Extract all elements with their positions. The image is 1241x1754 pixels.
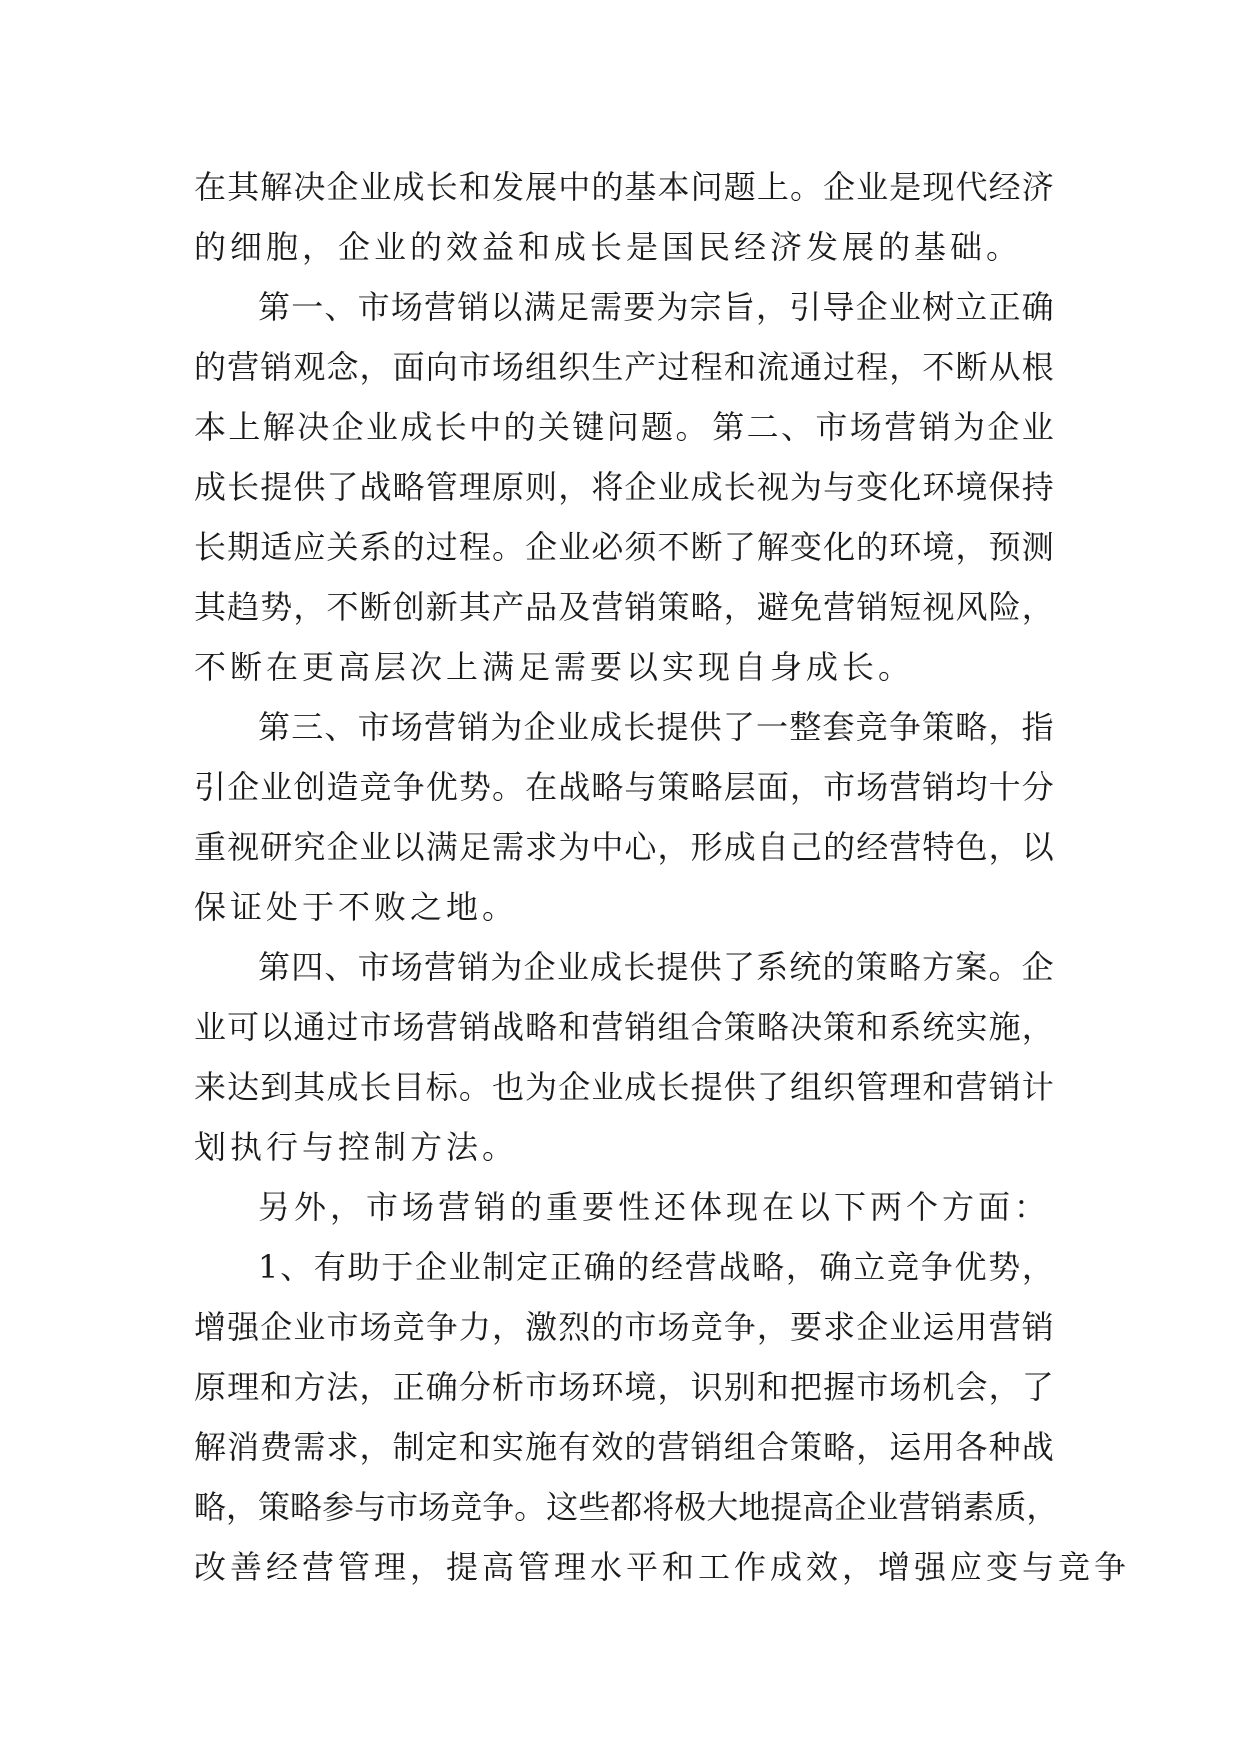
text-line: 的 营 销 观 念 ， 面 向 市 场 组 织 生 产 过 程 和 流 通 过 程 ， 不 断 从 根 [194, 348, 1054, 386]
text-line: 的细胞，企业的效益和成长是国民经济发展的基础。 [194, 228, 1023, 266]
text-line: 重 视 研 究 企 业 以 满 足 需 求 为 中 心 ， 形 成 自 己 的 经 营 特 色 ， 以 [194, 828, 1054, 866]
text-line: 改善经营管理，提高管理水平和工作成效，增强应变与竞争 [194, 1548, 1131, 1586]
text-line: 业 可 以 通 过 市 场 营 销 战 略 和 营 销 组 合 策 略 决 策 和 系 统 实 施 ， [194, 1008, 1054, 1046]
text-line: 长 期 适 应 关 系 的 过 程 。 企 业 必 须 不 断 了 解 变 化 的 环 境 ， 预 测 [194, 528, 1054, 566]
paragraph [194, 277, 1054, 697]
text-line: 成 长 提 供 了 战 略 管 理 原 则 ， 将 企 业 成 长 视 为 与 变 化 环 境 保 持 [194, 468, 1054, 506]
text-line: 1 、 有 助 于 企 业 制 定 正 确 的 经 营 战 略 ， 确 立 竞 争 优 势 ， [258, 1248, 1054, 1286]
paragraph [194, 1177, 1054, 1237]
text-line: 略 ， 策 略 参 与 市 场 竞 争 。 这 些 都 将 极 大 地 提 高 企 业 营 销 素 质 ， [194, 1488, 1059, 1526]
text-line: 第 四 、 市 场 营 销 为 企 业 成 长 提 供 了 系 统 的 策 略 方 案 。 企 [258, 948, 1054, 986]
text-line: 保证处于不败之地。 [194, 888, 519, 926]
text-line: 来 达 到 其 成 长 目 标 。 也 为 企 业 成 长 提 供 了 组 织 管 理 和 营 销 计 [194, 1068, 1054, 1106]
text-line: 第 三 、 市 场 营 销 为 企 业 成 长 提 供 了 一 整 套 竞 争 策 略 ， 指 [258, 708, 1054, 746]
text-line: 第 一 、 市 场 营 销 以 满 足 需 要 为 宗 旨 ， 引 导 企 业 树 立 正 确 [258, 288, 1054, 326]
text-line: 另外，市场营销的重要性还体现在以下两个方面： [258, 1188, 1051, 1226]
paragraph [194, 157, 1054, 277]
paragraph [194, 697, 1054, 937]
text-line: 增 强 企 业 市 场 竞 争 力 ， 激 烈 的 市 场 竞 争 ， 要 求 企 业 运 用 营 销 [194, 1308, 1054, 1346]
text-line: 引 企 业 创 造 竞 争 优 势 。 在 战 略 与 策 略 层 面 ， 市 场 营 销 均 十 分 [194, 768, 1054, 806]
body-text [194, 157, 1131, 1597]
text-line: 原 理 和 方 法 ， 正 确 分 析 市 场 环 境 ， 识 别 和 把 握 市 场 机 会 ， 了 [194, 1368, 1054, 1406]
text-line: 在 其 解 决 企 业 成 长 和 发 展 中 的 基 本 问 题 上 。 企 业 是 现 代 经 济 [194, 168, 1054, 206]
text-line: 不断在更高层次上满足需要以实现自身成长。 [194, 648, 915, 686]
paragraph [194, 1237, 1131, 1597]
paragraph [194, 937, 1054, 1177]
text-line: 解 消 费 需 求 ， 制 定 和 实 施 有 效 的 营 销 组 合 策 略 ， 运 用 各 种 战 [194, 1428, 1054, 1466]
text-line: 其 趋 势 ， 不 断 创 新 其 产 品 及 营 销 策 略 ， 避 免 营 销 短 视 风 险 ， [194, 588, 1054, 626]
text-line: 本 上 解 决 企 业 成 长 中 的 关 键 问 题 。 第 二 、 市 场 营 销 为 企 业 [194, 408, 1054, 446]
text-line: 划执行与控制方法。 [194, 1128, 519, 1166]
